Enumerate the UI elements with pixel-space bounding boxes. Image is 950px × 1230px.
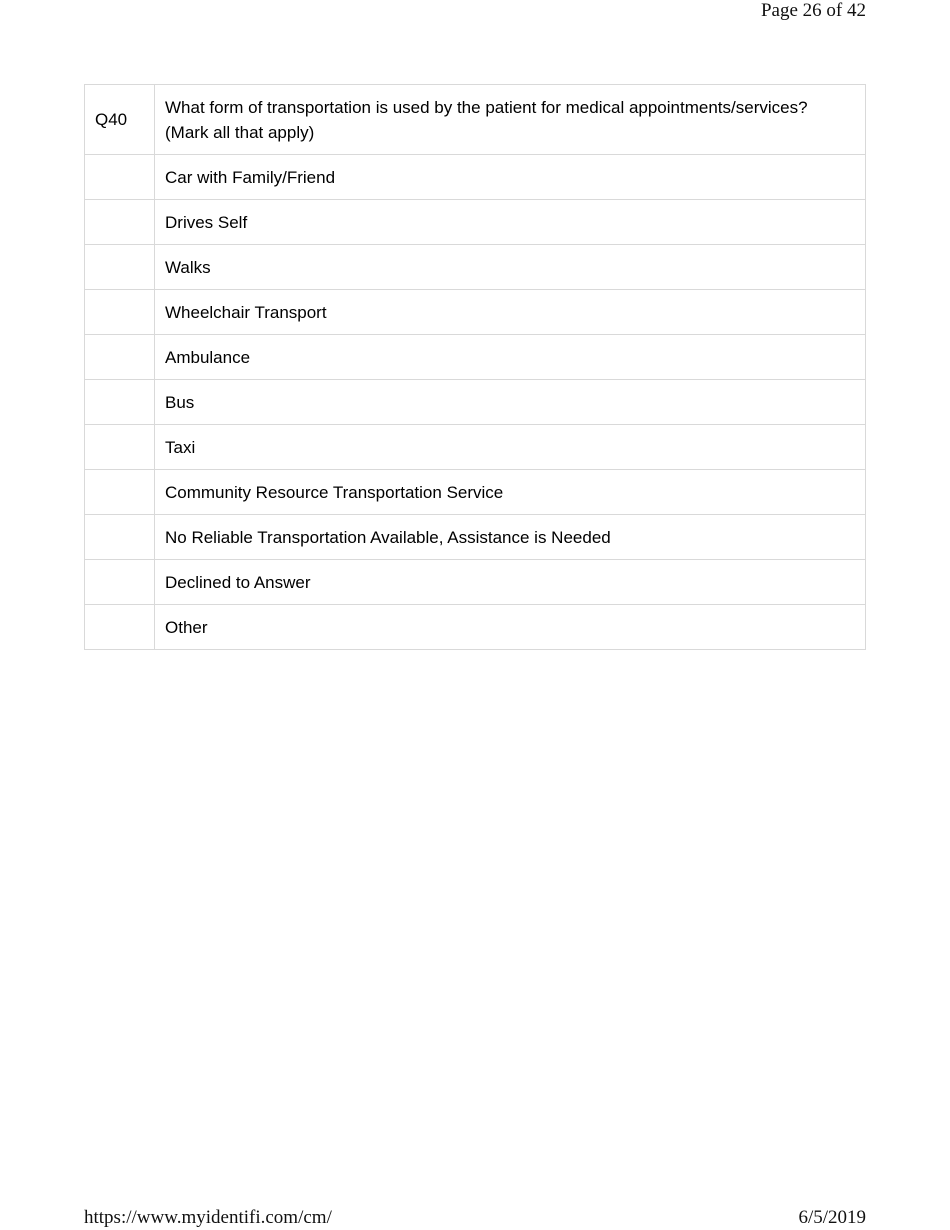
answer-option-marker — [85, 380, 155, 425]
answer-option-row[interactable] — [85, 200, 866, 245]
answer-option-marker — [85, 245, 155, 290]
answer-option-marker — [85, 290, 155, 335]
answer-option-row[interactable] — [85, 605, 866, 650]
answer-option-marker — [85, 155, 155, 200]
answer-option-row[interactable] — [85, 380, 866, 425]
answer-option-label: Ambulance — [155, 335, 866, 380]
answer-option-row[interactable] — [85, 515, 866, 560]
answer-option-label: Declined to Answer — [155, 560, 866, 605]
question-text: What form of transportation is used by the patient for medical appointments/services? (Mark all that apply) — [155, 85, 866, 155]
question-id: Q40 — [85, 85, 155, 155]
answer-option-row[interactable] — [85, 425, 866, 470]
question-row — [85, 85, 866, 155]
answer-option-label: Community Resource Transportation Service — [155, 470, 866, 515]
footer-date: 6/5/2019 — [798, 1207, 866, 1228]
answer-option-label: Drives Self — [155, 200, 866, 245]
answer-option-row[interactable] — [85, 155, 866, 200]
answer-option-label: Taxi — [155, 425, 866, 470]
answer-option-marker — [85, 200, 155, 245]
answer-option-marker — [85, 605, 155, 650]
answer-option-label: Walks — [155, 245, 866, 290]
answer-option-row[interactable] — [85, 335, 866, 380]
answer-option-label: Wheelchair Transport — [155, 290, 866, 335]
answer-option-marker — [85, 560, 155, 605]
answer-option-label: Bus — [155, 380, 866, 425]
answer-option-row[interactable] — [85, 290, 866, 335]
answer-option-row[interactable] — [85, 470, 866, 515]
question-table — [84, 84, 866, 650]
answer-option-label: Car with Family/Friend — [155, 155, 866, 200]
answer-option-row[interactable] — [85, 245, 866, 290]
answer-option-marker — [85, 470, 155, 515]
answer-option-marker — [85, 335, 155, 380]
footer-url[interactable]: https://www.myidentifi.com/cm/ — [84, 1207, 332, 1228]
answer-option-row[interactable] — [85, 560, 866, 605]
answer-option-label: Other — [155, 605, 866, 650]
page-number: Page 26 of 42 — [760, 0, 866, 21]
answer-option-label: No Reliable Transportation Available, Assistance is Needed — [155, 515, 866, 560]
answer-option-marker — [85, 515, 155, 560]
answer-option-marker — [85, 425, 155, 470]
